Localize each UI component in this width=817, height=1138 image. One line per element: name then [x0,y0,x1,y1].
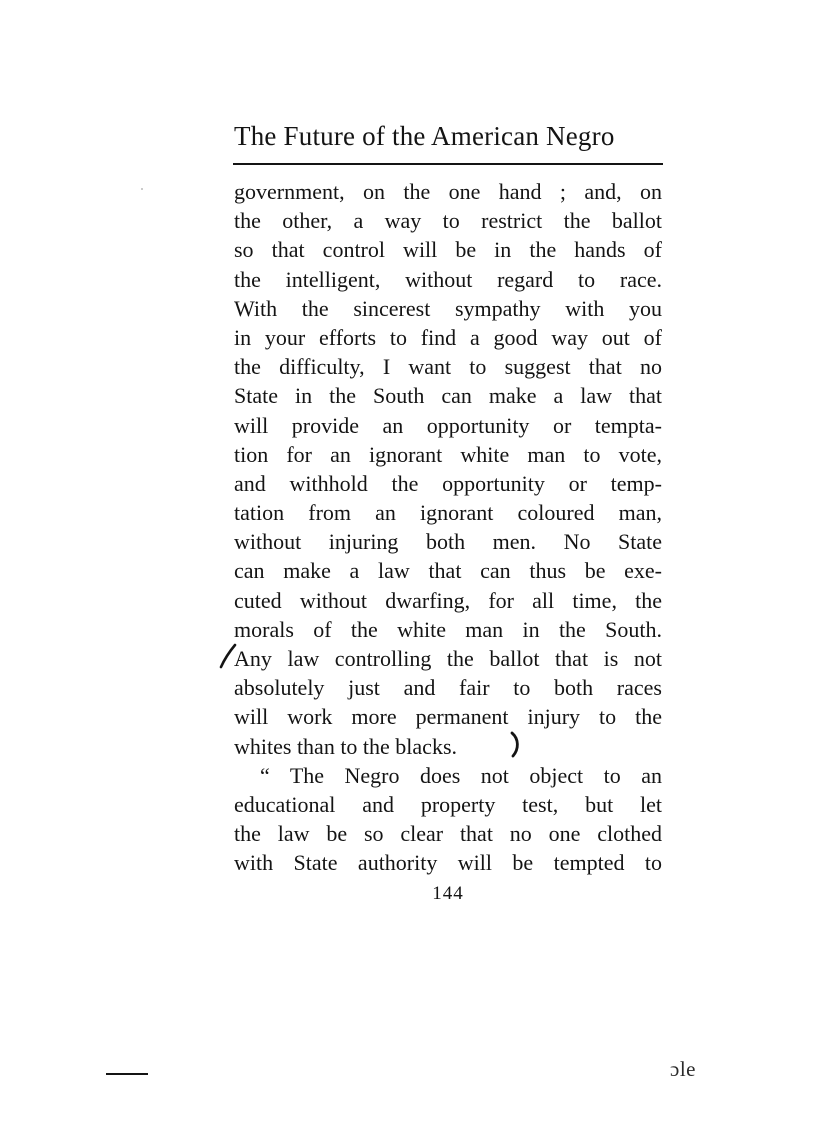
text-line: the law be so clear that no one clothed [234,821,662,847]
text-line: tion for an ignorant white man to vote, [234,441,662,467]
text-line: will provide an opportunity or tempta- [234,412,662,438]
pencil-slash-mark [218,643,238,669]
bottom-rule [106,1073,148,1075]
text-line: can make a law that can thus be exe- [234,558,662,584]
text-line: morals of the white man in the South. [234,616,662,642]
header-rule [233,163,663,165]
text-line: With the sincerest sympathy with you [234,295,662,321]
text-line: in your efforts to find a good way out of [234,324,662,350]
text-line: Any law controlling the ballot that is not [234,646,662,671]
text-line: the intelligent, without regard to race. [234,266,662,292]
scan-watermark-fragment: ɔle [670,1057,696,1081]
text-line: absolutely just and fair to both races [234,675,662,701]
text-line: with State authority will be tempted to [234,850,662,876]
text-line: the difficulty, I want to suggest that no [234,354,662,380]
body-text [234,177,662,878]
text-line: the other, a way to restrict the ballot [234,208,662,234]
pencil-paren-mark [509,730,523,758]
speck [141,188,143,190]
page-header: The Future of the American Negro [234,121,615,151]
text-line: educational and property test, but let [234,791,662,817]
page-number: 144 [432,883,464,904]
text-line: cuted without dwarfing, for all time, the [234,587,662,613]
text-line: without injuring both men. No State [234,529,662,555]
text-line: State in the South can make a law that [234,383,662,409]
text-line: government, on the one hand ; and, on [234,179,662,204]
text-line: whites than to the blacks. [234,733,458,759]
text-line: “ The Negro does not object to an [260,762,662,788]
text-line: tation from an ignorant coloured man, [234,500,662,526]
text-line: so that control will be in the hands of [234,237,662,263]
text-line: and withhold the opportunity or temp- [234,470,662,496]
text-line: will work more permanent injury to the [234,704,662,730]
